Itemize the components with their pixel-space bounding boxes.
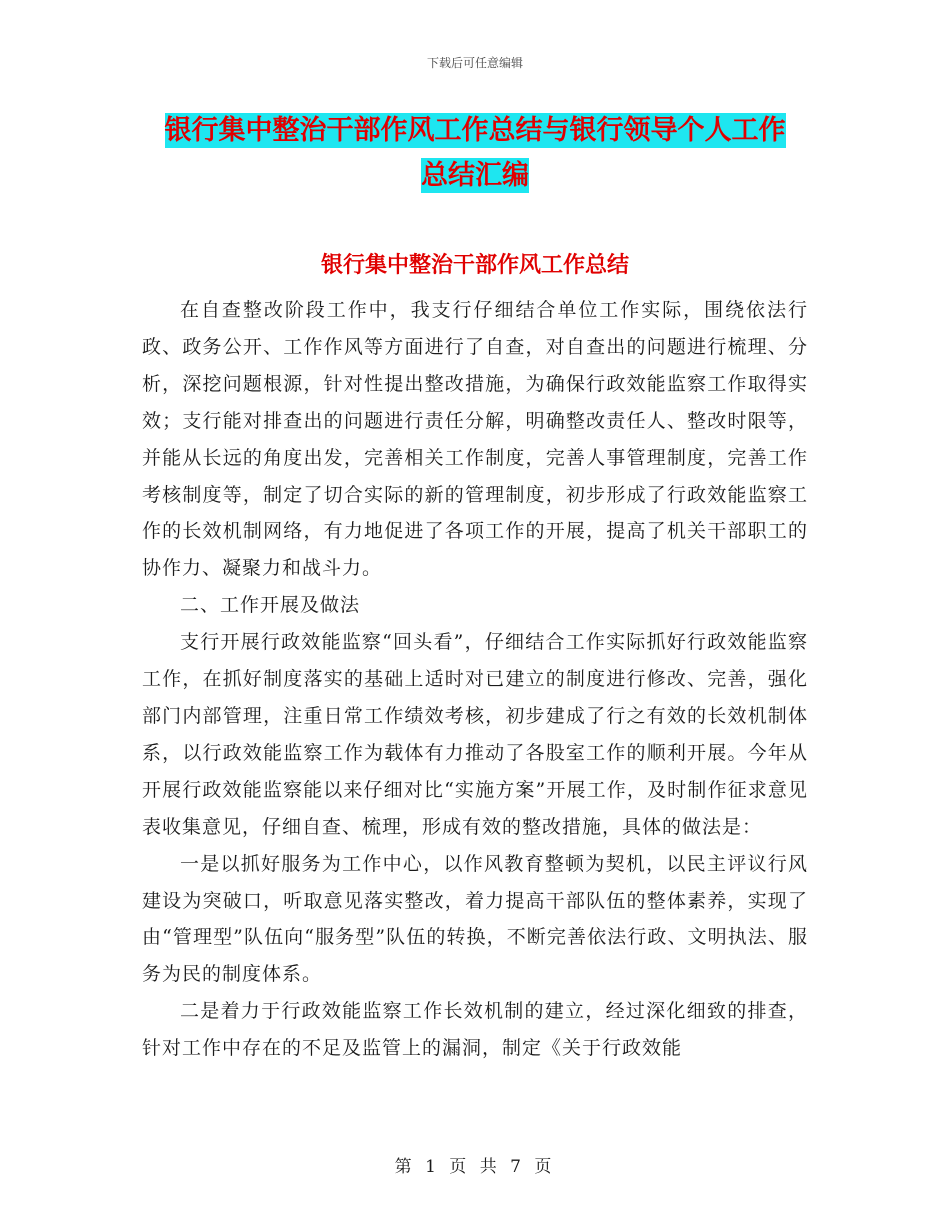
document-title-line-2 (0, 153, 950, 198)
document-title-line-1 (0, 108, 950, 153)
body-paragraph-1: 在自查整改阶段工作中，我支行仔细结合单位工作实际，围绕依法行政、政务公开、工作作风等方面进行了自查，对自查出的问题进行梳理、分析，深挖问题根源，针对性提出整改措施，为确保行政效能监察工作取得实效；支行能对排查出的问题进行责任分解，明确整改责任人、整改时限等，并能从长远的角度出发，完善相关工作制度，完善人事管理制度，完善工作考核制度等，制定了切合实际的新的管理制度，初步形成了行政效能监察工作的长效机制网络，有力地促进了各项工作的开展，提高了机关干部职工的协作力、凝聚力和战斗力。 (142, 299, 808, 580)
page-number: 第 1 页 共 7 页 (394, 1157, 556, 1177)
body-paragraph-3: 一是以抓好服务为工作中心，以作风教育整顿为契机，以民主评议行风建设为突破口，听取意见落实整改，着力提高干部队伍的整体素养，实现了由“管理型”队伍向“服务型”队伍的转换，不断完善依法行政、文明执法、服务为民的制度体系。 (142, 852, 808, 986)
page-header-note: 下载后可任意编辑 (426, 56, 523, 70)
title-highlight-1: 银行集中整治干部作风工作总结与银行领导个人工作 (164, 115, 786, 146)
body-paragraph-2: 支行开展行政效能监察“回头看”，仔细结合工作实际抓好行政效能监察工作，在抓好制度落实的基础上适时对已建立的制度进行修改、完善，强化部门内部管理，注重日常工作绩效考核，初步建成了行之有效的长效机制体系，以行政效能监察工作为载体有力推动了各股室工作的顺利开展。今年从开展行政效能监察能以来仔细对比“实施方案”开展工作，及时制作征求意见表收集意见，仔细自查、梳理，形成有效的整改措施，具体的做法是： (142, 631, 808, 838)
body-paragraph-4: 二是着力于行政效能监察工作长效机制的建立，经过深化细致的排查，针对工作中存在的不足及监管上的漏洞，制定《关于行政效能 (142, 1000, 808, 1060)
document-title (0, 108, 950, 198)
document-body (142, 292, 808, 1067)
section-title: 银行集中整治干部作风工作总结 (320, 253, 629, 278)
title-highlight-2: 总结汇编 (421, 160, 529, 191)
section-heading-work-methods: 二、工作开展及做法 (180, 594, 361, 617)
